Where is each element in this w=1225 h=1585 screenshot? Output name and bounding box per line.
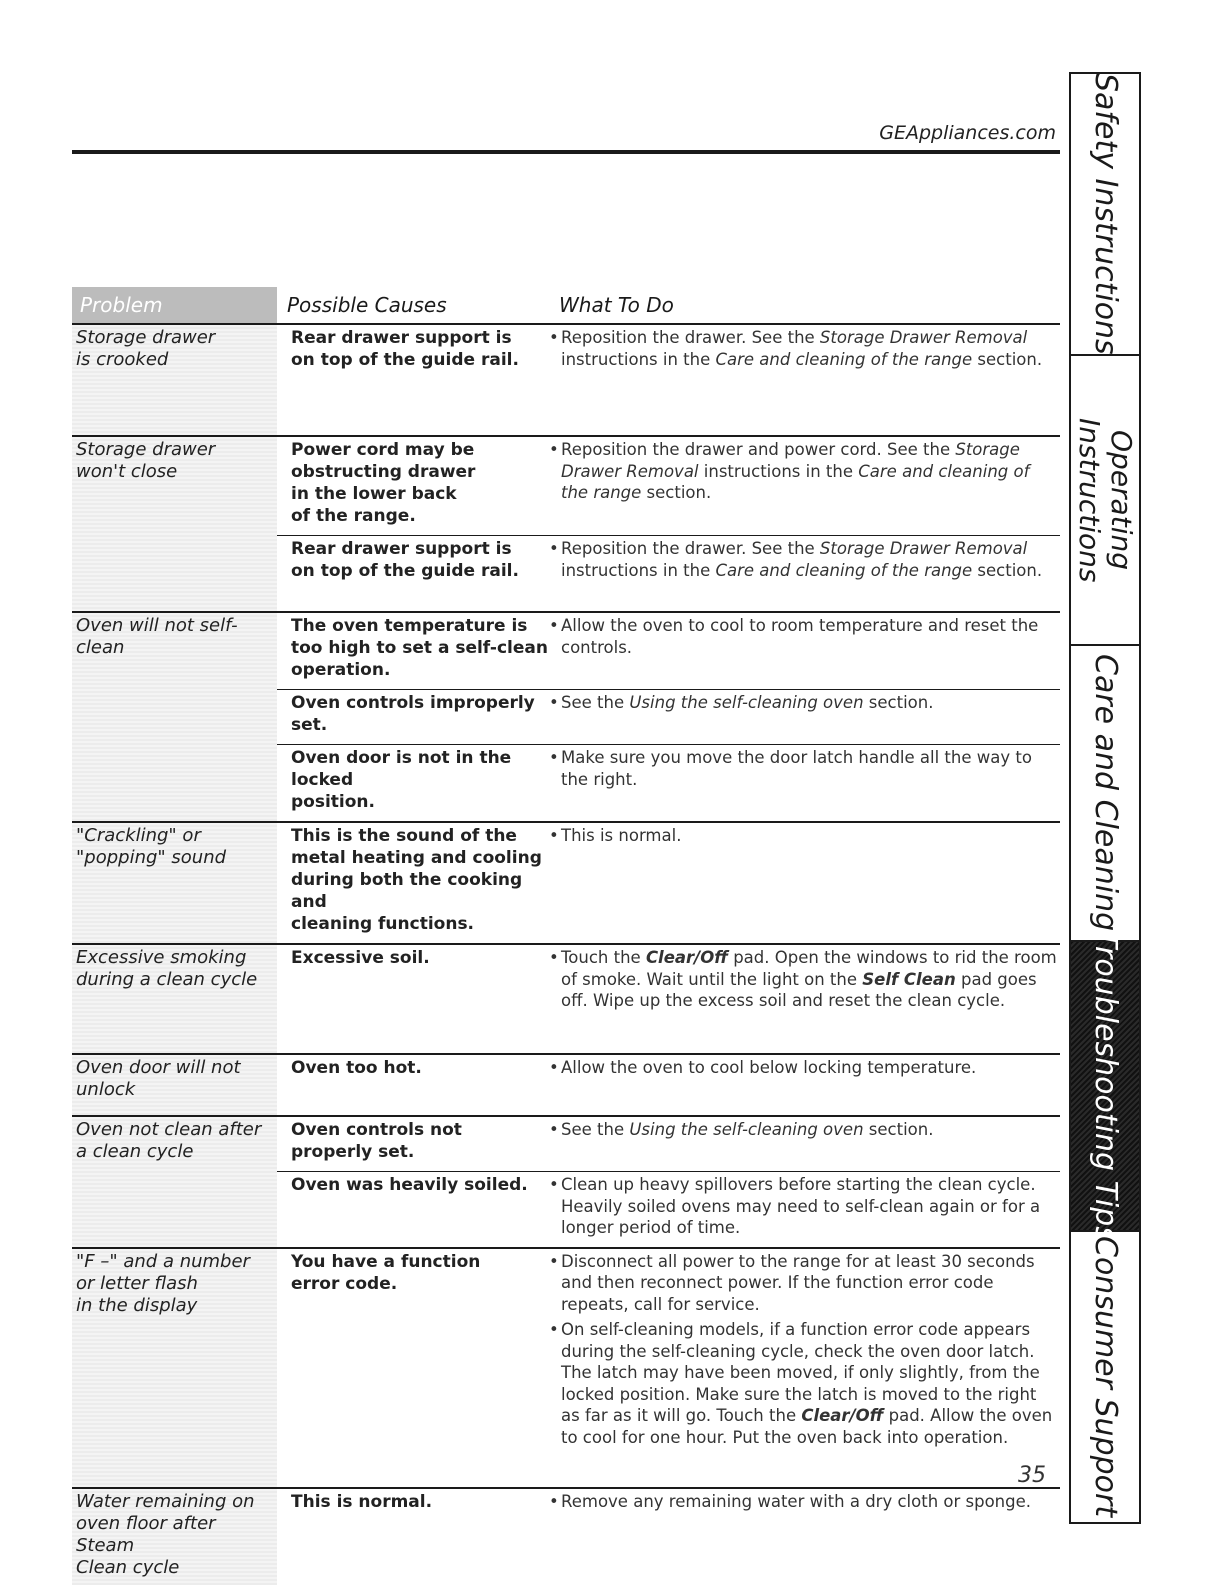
problem-cell: Oven not clean after a clean cycle <box>72 1117 277 1247</box>
bullet-dot-icon: • <box>549 826 559 845</box>
table-row <box>72 1117 1060 1249</box>
tab-label: Operating Instructions <box>1073 417 1138 583</box>
table-body <box>72 325 1060 1585</box>
cause-row <box>277 437 1060 535</box>
bullet-dot-icon: • <box>549 1491 559 1511</box>
possible-cause-cell: The oven temperature is too high to set a self-clean operation. <box>291 616 548 680</box>
remedy-text: See the Using the self-cleaning oven section. <box>561 1120 934 1139</box>
what-to-do-cell <box>549 538 1060 582</box>
bullet-dot-icon: • <box>549 1120 559 1139</box>
what-to-do-cell <box>549 1119 1060 1163</box>
tab-safety-instructions[interactable] <box>1071 74 1139 356</box>
bullet-dot-icon: • <box>549 1320 559 1339</box>
site-url: GEAppliances.com <box>879 122 1056 144</box>
what-to-do-cell <box>549 1491 1060 1513</box>
bullet-dot-icon: • <box>549 1251 559 1271</box>
bullet-dot-icon: • <box>549 948 559 967</box>
tab-consumer-support[interactable] <box>1071 1232 1139 1522</box>
bullet-dot-icon: • <box>549 693 559 712</box>
cause-row <box>277 325 1060 379</box>
troubleshooting-table <box>72 287 1060 1585</box>
remedy-bullet <box>549 538 1060 581</box>
remedy-bullet <box>549 1119 1060 1141</box>
what-to-do-cell <box>549 747 1060 813</box>
bullet-dot-icon: • <box>549 440 559 459</box>
remedy-text: Clean up heavy spillovers before starting the clean cycle. Heavily soiled ovens may need to self-clean again or for a longer period of time. <box>561 1175 1041 1237</box>
remedy-text: See the Using the self-cleaning oven section. <box>561 693 934 712</box>
table-row <box>72 437 1060 613</box>
remedy-text: Remove any remaining water with a dry cloth or sponge. <box>561 1491 1032 1511</box>
cause-row <box>277 1117 1060 1171</box>
header-what-to-do: What To Do <box>559 293 674 317</box>
remedy-text: On self-cleaning models, if a function error code appears during the self-cleaning cycle, check the oven door latch. The latch may have been moved, if only slightly, from the locked position. Make sure the latch is moved to the right as far as it will go. Touch the Clear/Off pad. Allow the oven to cool for one hour. Put the oven back into operation. <box>561 1320 1053 1447</box>
cause-group <box>277 613 1060 821</box>
remedy-text: Reposition the drawer. See the Storage Drawer Removal instructions in the Care and cleaning of the range section. <box>561 539 1043 580</box>
what-to-do-cell <box>549 1057 1060 1079</box>
tab-label: Safety Instructions <box>1088 73 1123 355</box>
remedy-text: Reposition the drawer. See the Storage Drawer Removal instructions in the Care and cleaning of the range section. <box>561 328 1043 369</box>
remedy-bullet <box>549 1174 1060 1239</box>
possible-cause-cell: This is the sound of the metal heating and cooling during both the cooking and cleaning functions. <box>291 826 542 934</box>
top-rule <box>72 150 1060 154</box>
table-row <box>72 325 1060 437</box>
table-row <box>72 823 1060 945</box>
problem-cell: Excessive smoking during a clean cycle <box>72 945 277 1053</box>
cause-row <box>277 689 1060 744</box>
bullet-dot-icon: • <box>549 1058 559 1077</box>
cause-row <box>277 613 1060 689</box>
cause-row <box>277 1489 1060 1521</box>
problem-cell: Oven will not self-clean <box>72 613 277 821</box>
remedy-bullet <box>549 1251 1060 1316</box>
what-to-do-cell <box>549 1174 1060 1239</box>
problem-cell: "Crackling" or "popping" sound <box>72 823 277 943</box>
bullet-dot-icon: • <box>549 748 559 767</box>
table-row <box>72 613 1060 823</box>
tab-troubleshooting-tips[interactable] <box>1071 930 1139 1242</box>
tab-label: Troubleshooting Tips <box>1088 930 1123 1242</box>
what-to-do-cell <box>549 439 1060 527</box>
problem-cell: Water remaining on oven floor after Steam Clean cycle <box>72 1489 277 1585</box>
tab-operating-instructions[interactable] <box>1071 356 1139 646</box>
possible-cause-cell: This is normal. <box>291 1491 433 1512</box>
cause-group <box>277 1489 1060 1585</box>
table-header <box>72 287 1060 325</box>
page-number: 35 <box>1018 1463 1046 1488</box>
remedy-text: Reposition the drawer and power cord. See the Storage Drawer Removal instructions in the Care and cleaning of the range section. <box>561 440 1030 502</box>
problem-cell: "F –" and a number or letter flash in the display <box>72 1249 277 1487</box>
remedy-bullet <box>549 439 1060 504</box>
cause-group <box>277 1249 1060 1487</box>
what-to-do-cell <box>549 825 1060 935</box>
cause-group <box>277 1055 1060 1115</box>
tab-label: Consumer Support <box>1088 1236 1123 1518</box>
possible-cause-cell: Oven too hot. <box>291 1058 422 1078</box>
what-to-do-cell <box>549 692 1060 736</box>
table-row <box>72 945 1060 1055</box>
remedy-bullet <box>549 1319 1060 1448</box>
cause-row <box>277 1171 1060 1247</box>
cause-row <box>277 823 1060 943</box>
what-to-do-cell <box>549 615 1060 681</box>
what-to-do-cell <box>549 327 1060 371</box>
possible-cause-cell: Power cord may be obstructing drawer in the lower back of the range. <box>291 440 476 526</box>
tab-label: Care and Cleaning <box>1088 654 1123 932</box>
cause-row <box>277 1249 1060 1457</box>
possible-cause-cell: Rear drawer support is on top of the guide rail. <box>291 328 519 370</box>
problem-cell: Storage drawer won't close <box>72 437 277 611</box>
remedy-bullet <box>549 747 1060 790</box>
cause-row <box>277 744 1060 821</box>
remedy-bullet <box>549 947 1060 1012</box>
problem-cell: Storage drawer is crooked <box>72 325 277 435</box>
remedy-text: Allow the oven to cool below locking temperature. <box>561 1058 977 1077</box>
section-tabs <box>1069 72 1141 1524</box>
tab-care-and-cleaning[interactable] <box>1071 646 1139 942</box>
bullet-dot-icon: • <box>549 1175 559 1194</box>
remedy-text: Make sure you move the door latch handle all the way to the right. <box>561 748 1032 789</box>
possible-cause-cell: Oven was heavily soiled. <box>291 1175 528 1195</box>
remedy-bullet <box>549 327 1060 370</box>
remedy-bullet <box>549 1491 1060 1513</box>
remedy-bullet <box>549 692 1060 714</box>
table-row <box>72 1249 1060 1489</box>
possible-cause-cell: Rear drawer support is on top of the guide rail. <box>291 539 519 581</box>
cause-group <box>277 823 1060 943</box>
possible-cause-cell: Excessive soil. <box>291 948 430 968</box>
cause-group <box>277 945 1060 1053</box>
cause-group <box>277 1117 1060 1247</box>
possible-cause-cell: You have a function error code. <box>291 1251 481 1294</box>
bullet-dot-icon: • <box>549 616 559 635</box>
problem-cell: Oven door will not unlock <box>72 1055 277 1115</box>
table-row <box>72 1489 1060 1585</box>
remedy-bullet <box>549 615 1060 658</box>
bullet-dot-icon: • <box>549 539 559 558</box>
remedy-text: Disconnect all power to the range for at least 30 seconds and then reconnect power. If the function error code repeats, call for service. <box>561 1251 1035 1314</box>
remedy-bullet <box>549 825 1060 847</box>
what-to-do-cell <box>549 1251 1060 1449</box>
cause-row <box>277 535 1060 590</box>
remedy-text: Allow the oven to cool to room temperature and reset the controls. <box>561 616 1039 657</box>
table-row <box>72 1055 1060 1117</box>
remedy-bullet <box>549 1057 1060 1079</box>
remedy-text: Touch the Clear/Off pad. Open the windows to rid the room of smoke. Wait until the light on the Self Clean pad goes off. Wipe up the excess soil and reset the clean cycle. <box>561 948 1057 1010</box>
cause-row <box>277 1055 1060 1087</box>
cause-row <box>277 945 1060 1020</box>
cause-group <box>277 437 1060 611</box>
remedy-text: This is normal. <box>561 826 682 845</box>
header-possible-causes: Possible Causes <box>287 293 447 317</box>
cause-group <box>277 325 1060 435</box>
header-problem: Problem <box>72 287 277 323</box>
possible-cause-cell: Oven door is not in the locked position. <box>291 748 512 812</box>
possible-cause-cell: Oven controls improperly set. <box>291 693 535 735</box>
possible-cause-cell: Oven controls not properly set. <box>291 1120 462 1162</box>
what-to-do-cell <box>549 947 1060 1012</box>
bullet-dot-icon: • <box>549 328 559 347</box>
